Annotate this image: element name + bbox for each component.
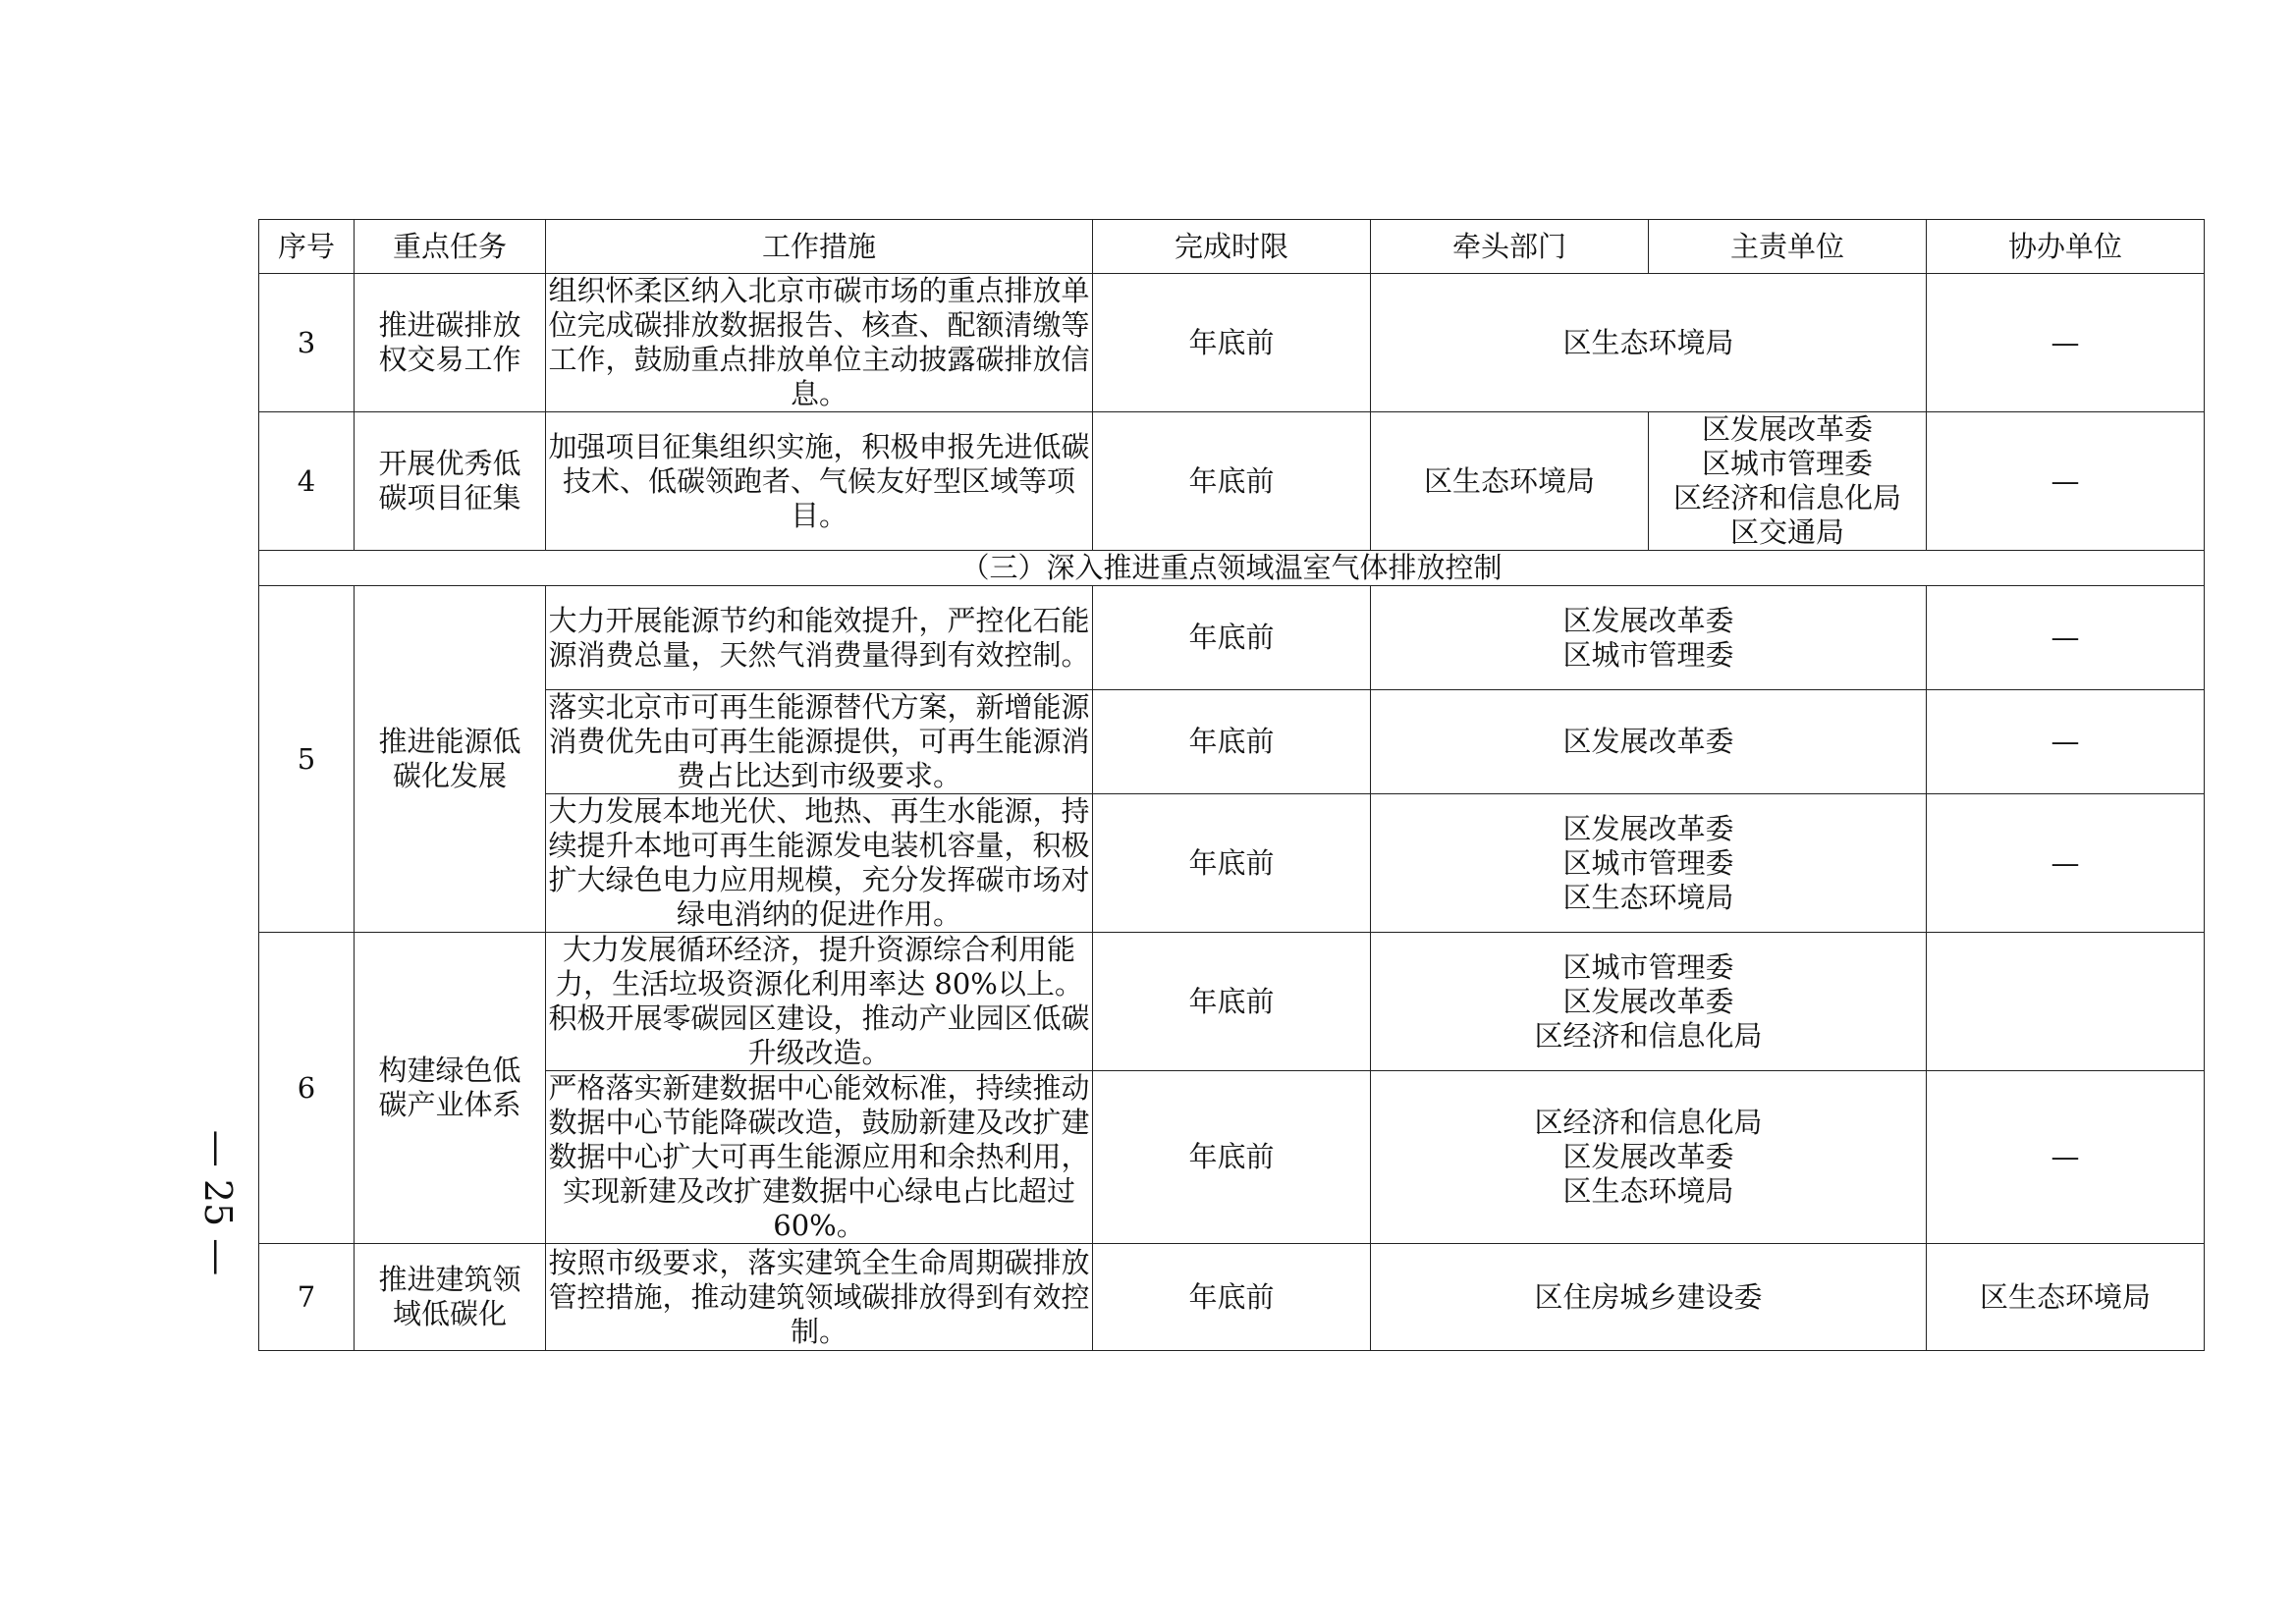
dept-line: 区城市管理委: [1562, 637, 1734, 672]
header-seq: 序号: [259, 220, 355, 274]
measure-cell: 加强项目征集组织实施，积极申报先进低碳技术、低碳领跑者、气候友好型区域等项目。: [546, 412, 1093, 551]
dept-line: 区生态环境局: [1562, 880, 1734, 914]
deadline-cell: 年底前: [1093, 274, 1371, 412]
dept-cell: [1371, 1071, 1927, 1244]
table-row: [259, 1071, 2205, 1244]
assist-cell: —: [1927, 412, 2205, 551]
dept-line: 区发展改革委: [1701, 412, 1873, 446]
task-line: 构建绿色低: [378, 1054, 521, 1087]
header-main: 主责单位: [1649, 220, 1927, 274]
table-row: [259, 933, 2205, 1071]
header-lead: 牵头部门: [1371, 220, 1649, 274]
seq-cell: 5: [259, 586, 355, 933]
task-cell: [355, 933, 546, 1244]
seq-cell: 3: [259, 274, 355, 412]
dept-line: 区交通局: [1729, 515, 1844, 549]
task-line: 推进能源低: [378, 725, 521, 758]
assist-cell: [1927, 933, 2205, 1071]
deadline-cell: 年底前: [1093, 933, 1371, 1071]
table-row: [259, 794, 2205, 933]
deadline-cell: 年底前: [1093, 586, 1371, 690]
section-heading: （三）深入推进重点领域温室气体排放控制: [259, 551, 2205, 586]
dept-line: 区城市管理委: [1562, 949, 1734, 984]
assist-cell: —: [1927, 1071, 2205, 1244]
dept-line: 区经济和信息化局: [1672, 481, 1901, 514]
assist-cell: —: [1927, 586, 2205, 690]
header-assist: 协办单位: [1927, 220, 2205, 274]
assist-cell: —: [1927, 274, 2205, 412]
task-line: 域低碳化: [392, 1297, 507, 1330]
task-line: 推进建筑领: [378, 1263, 521, 1296]
dept-cell: [1371, 794, 1927, 933]
task-cell: [355, 274, 546, 412]
task-cell: [355, 412, 546, 551]
header-row: [259, 220, 2205, 274]
dept-line: 区发展改革委: [1562, 811, 1734, 845]
measure-cell: 组织怀柔区纳入北京市碳市场的重点排放单位完成碳排放数据报告、核查、配额清缴等工作，鼓励重点排放单位主动披露碳排放信息。: [546, 274, 1093, 412]
assist-cell: —: [1927, 794, 2205, 933]
measure-cell: 落实北京市可再生能源替代方案，新增能源消费优先由可再生能源提供，可再生能源消费占比达到市级要求。: [546, 690, 1093, 794]
measure-cell: 大力发展循环经济，提升资源综合利用能力，生活垃圾资源化利用率达 80%以上。积极开展零碳园区建设，推动产业园区低碳升级改造。: [546, 933, 1093, 1071]
task-table: [258, 219, 2205, 1351]
task-cell: [355, 1244, 546, 1351]
task-line: 开展优秀低: [378, 447, 521, 480]
dept-line: 区经济和信息化局: [1534, 1106, 1763, 1139]
measure-cell: 严格落实新建数据中心能效标准，持续推动数据中心节能降碳改造，鼓励新建及改扩建数据中心扩大可再生能源应用和余热利用，实现新建及改扩建数据中心绿电占比超过 60%。: [546, 1071, 1093, 1244]
task-line: 碳化发展: [392, 759, 507, 792]
dept-cell: [1371, 690, 1927, 794]
task-line: 权交易工作: [378, 343, 521, 376]
deadline-cell: 年底前: [1093, 690, 1371, 794]
deadline-cell: 年底前: [1093, 1071, 1371, 1244]
task-line: 推进碳排放: [378, 308, 521, 342]
table-row: [259, 690, 2205, 794]
table-row: [259, 586, 2205, 690]
dept-line: 区城市管理委: [1562, 845, 1734, 880]
measure-cell: 大力发展本地光伏、地热、再生水能源，持续提升本地可再生能源发电装机容量，积极扩大绿色电力应用规模，充分发挥碳市场对绿电消纳的促进作用。: [546, 794, 1093, 933]
task-cell: [355, 586, 546, 933]
measure-cell: 按照市级要求，落实建筑全生命周期碳排放管控措施，推动建筑领域碳排放得到有效控制。: [546, 1244, 1093, 1351]
dept-line: 区生态环境局: [1562, 1174, 1734, 1208]
dept-cell: 区住房城乡建设委: [1371, 1244, 1927, 1351]
deadline-cell: 年底前: [1093, 794, 1371, 933]
deadline-cell: 年底前: [1093, 412, 1371, 551]
dept-line: 区发展改革委: [1562, 725, 1734, 758]
table-row: [259, 1244, 2205, 1351]
main-cell: [1649, 412, 1927, 551]
lead-cell: 区生态环境局: [1371, 412, 1649, 551]
dept-line: 区发展改革委: [1562, 984, 1734, 1018]
dept-cell: [1371, 933, 1927, 1071]
deadline-cell: 年底前: [1093, 1244, 1371, 1351]
dept-line: 区发展改革委: [1562, 1140, 1734, 1173]
task-line: 碳项目征集: [378, 481, 521, 514]
section-row: [259, 551, 2205, 586]
table-row: [259, 274, 2205, 412]
page-number: — 25 —: [196, 1129, 240, 1276]
dept-line: 区城市管理委: [1701, 447, 1873, 480]
table-row: [259, 412, 2205, 551]
header-measure: 工作措施: [546, 220, 1093, 274]
header-deadline: 完成时限: [1093, 220, 1371, 274]
dept-line: 区经济和信息化局: [1534, 1018, 1763, 1053]
task-line: 碳产业体系: [378, 1088, 521, 1121]
dept-cell: 区生态环境局: [1371, 274, 1927, 412]
assist-cell: 区生态环境局: [1927, 1244, 2205, 1351]
assist-cell: —: [1927, 690, 2205, 794]
header-task: 重点任务: [355, 220, 546, 274]
seq-cell: 4: [259, 412, 355, 551]
measure-cell: 大力开展能源节约和能效提升，严控化石能源消费总量，天然气消费量得到有效控制。: [546, 586, 1093, 690]
seq-cell: 6: [259, 933, 355, 1244]
seq-cell: 7: [259, 1244, 355, 1351]
dept-line: 区发展改革委: [1562, 603, 1734, 637]
dept-cell: [1371, 586, 1927, 690]
